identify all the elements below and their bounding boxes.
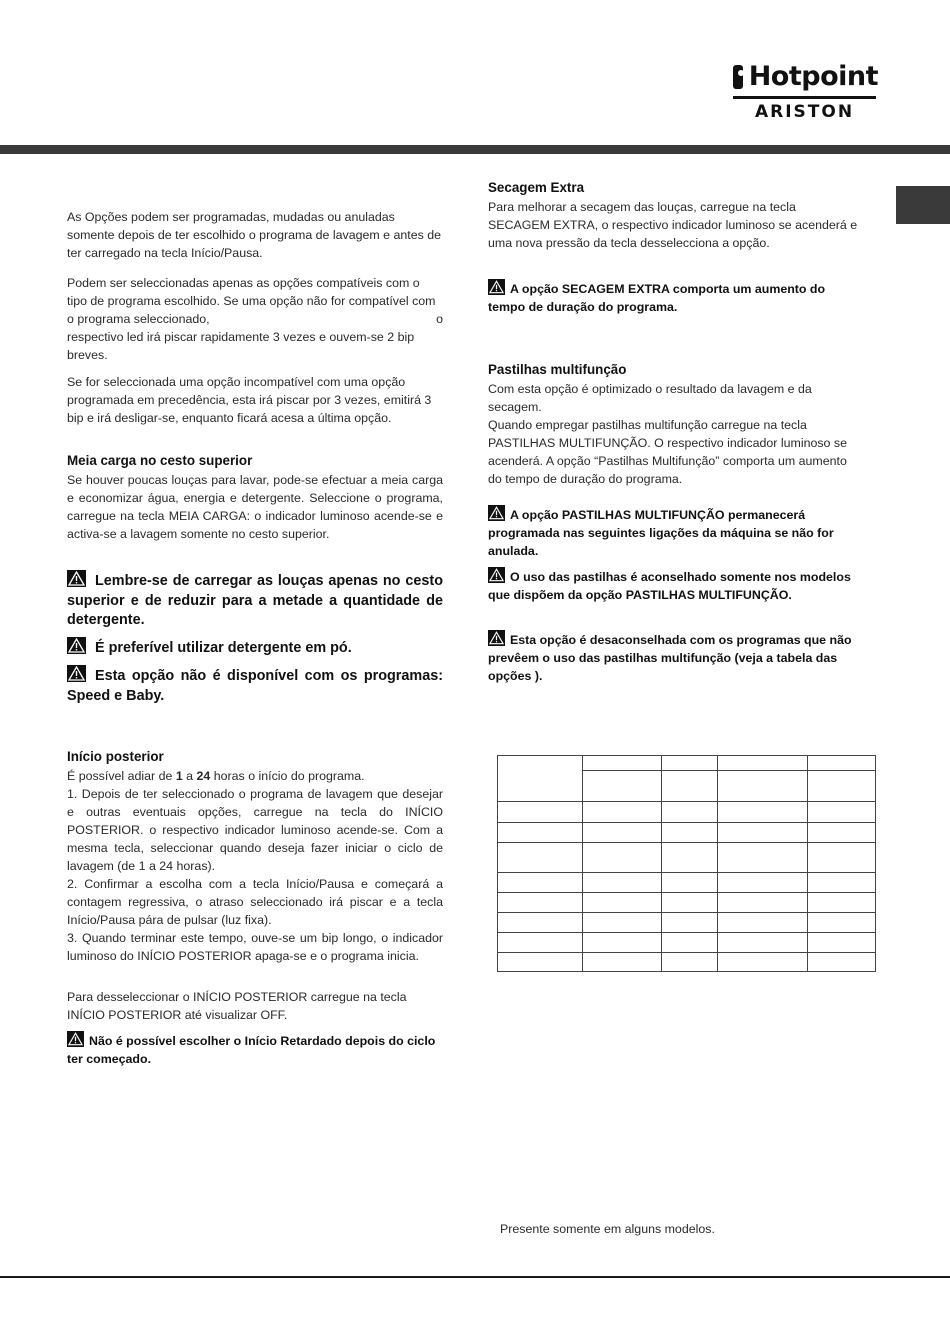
table-cell [718, 771, 808, 802]
table-cell [661, 933, 718, 953]
table-row [498, 873, 876, 893]
warning-triangle-icon [67, 570, 86, 587]
table-cell [718, 756, 808, 771]
inicio-l1-n2: 24 [196, 769, 211, 783]
table-cell [661, 756, 718, 771]
meia-warning-2-text: É preferível utilizar detergente em pó. [95, 640, 352, 656]
pastilhas-text [488, 380, 860, 488]
table-cell [808, 913, 876, 933]
meia-warning-3-text: Esta opção não é disponível com os programas: Speed e Baby. [67, 668, 443, 704]
footnote: Presente somente em alguns modelos. [500, 1222, 715, 1236]
table-cell [498, 823, 583, 843]
table-cell [661, 893, 718, 913]
inicio-l1-c: horas o início do programa. [210, 769, 365, 783]
table-cell [582, 823, 661, 843]
table-cell [582, 802, 661, 823]
warning-triangle-icon [488, 505, 505, 521]
warning-triangle-icon [488, 567, 505, 583]
intro-p2-end: respectivo led irá piscar rapidamente 3 vezes e ouvem-se 2 bip breves. [67, 330, 415, 362]
table-cell [582, 843, 661, 873]
table-cell [808, 771, 876, 802]
table-cell [718, 802, 808, 823]
meia-carga-text: Se houver poucas louças para lavar, pode-se efectuar a meia carga e economizar água, energia e detergente. Seleccione o programa, carregue na tecla MEIA CARGA: o indicador luminoso acende-se e activa-se a lavagem somente no cesto superior. [67, 473, 443, 541]
table-cell [498, 843, 583, 873]
inicio-posterior-title: Início posterior [67, 749, 164, 764]
meia-warning-3 [67, 665, 443, 706]
secagem-warning [488, 279, 860, 316]
intro-paragraph-1: As Opções podem ser programadas, mudadas ou anuladas somente depois de ter escolhido o programa de lavagem e antes de ter carregado na tecla Início/Pausa. [67, 210, 442, 260]
inicio-step-2: 2. Confirmar a escolha com a tecla Início/Pausa e começará a contagem regressiva, o atraso seleccionado irá piscar e a tecla Início/Pausa pára de pulsar (luz fixa). [67, 877, 443, 927]
table-cell [498, 953, 583, 972]
table-row [498, 893, 876, 913]
table-cell [661, 953, 718, 972]
intro-paragraph-3: Se for seleccionada uma opção incompatível com uma opção programada em precedência, esta irá piscar por 3 vezes, emitirá 3 bip e irá desligar-se, enquanto ficará acesa a última opção. [67, 375, 432, 425]
table-cell [661, 843, 718, 873]
table-cell [498, 873, 583, 893]
table-cell [582, 913, 661, 933]
table-row [498, 913, 876, 933]
intro-paragraph-2 [67, 274, 443, 364]
table-cell [582, 756, 661, 771]
brand-name: Hotpoint [748, 61, 878, 92]
pastilhas-text-1: Com esta opção é optimizado o resultado da lavagem e da secagem. [488, 382, 812, 414]
table-cell [582, 893, 661, 913]
table-cell [808, 933, 876, 953]
warning-triangle-icon [488, 630, 505, 646]
warning-triangle-icon [67, 1031, 84, 1047]
section-tab [896, 186, 950, 224]
table-cell [661, 873, 718, 893]
warning-triangle-icon [67, 665, 86, 682]
table-cell [718, 913, 808, 933]
inicio-warning [67, 1031, 443, 1068]
pastilhas-warning-3 [488, 630, 860, 685]
inicio-posterior-body [67, 767, 443, 965]
table-cell [582, 771, 661, 802]
inicio-l1-a: É possível adiar de [67, 769, 176, 783]
table-cell [718, 933, 808, 953]
pastilhas-warning-1 [488, 505, 864, 560]
table-cell [718, 823, 808, 843]
table-row [498, 843, 876, 873]
table-cell [808, 893, 876, 913]
table-cell [661, 823, 718, 843]
meia-warning-1 [67, 570, 443, 631]
table-row [498, 823, 876, 843]
table-cell [661, 771, 718, 802]
inicio-warning-text: Não é possível escolher o Início Retardado depois do ciclo ter começado. [67, 1034, 436, 1066]
table-cell [582, 953, 661, 972]
table-cell [661, 802, 718, 823]
header-bar [0, 145, 950, 154]
meia-carga-title: Meia carga no cesto superior [67, 453, 253, 468]
inicio-step-1: 1. Depois de ter seleccionado o programa de lavagem que desejar e outras eventuais opções, carregue na tecla do INÍCIO POSTERIOR. o respectivo indicador luminoso acende-se. Com a mesma tecla, seleccionar quando deseja fazer iniciar o ciclo de lavagem (de 1 a 24 horas). [67, 787, 443, 873]
intro-p2-text: Podem ser seleccionadas apenas as opções compatíveis com o tipo de programa escolhido. Se uma opção não for compatível com o programa seleccionado, [67, 276, 436, 326]
table-cell [498, 913, 583, 933]
table-cell [661, 913, 718, 933]
warning-triangle-icon [67, 637, 86, 654]
table-row [498, 953, 876, 972]
warning-triangle-icon [488, 279, 505, 295]
pastilhas-warning-1-text: A opção PASTILHAS MULTIFUNÇÃO permanecerá programada nas seguintes ligações da máquina se não for anulada. [488, 508, 834, 558]
brand-logo [733, 62, 878, 124]
pastilhas-title: Pastilhas multifunção [488, 362, 627, 377]
pastilhas-warning-2-text: O uso das pastilhas é aconselhado somente nos modelos que dispõem da opção PASTILHAS MULTIFUNÇÃO. [488, 570, 851, 602]
table-cell [582, 933, 661, 953]
table-cell [808, 843, 876, 873]
table-row [498, 802, 876, 823]
table-cell [718, 843, 808, 873]
table-cell [808, 873, 876, 893]
logo-divider [733, 96, 876, 99]
options-table [497, 755, 876, 972]
table-cell [718, 893, 808, 913]
meia-warning-2 [67, 637, 443, 659]
pastilhas-warning-2 [488, 567, 860, 604]
table-cell [498, 802, 583, 823]
pastilhas-warning-3-text: Esta opção é desaconselhada com os programas que não prevêem o uso das pastilhas multifunção (veja a tabela das opções ). [488, 633, 852, 683]
meia-warning-1-text: Lembre-se de carregar as louças apenas no cesto superior e de reduzir para a metade a quantidade de detergente. [67, 573, 443, 628]
table-cell [582, 873, 661, 893]
table-cell [808, 756, 876, 771]
inicio-l1-b: a [182, 769, 197, 783]
table-cell [808, 823, 876, 843]
secagem-extra-text: Para melhorar a secagem das louças, carregue na tecla SECAGEM EXTRA, o respectivo indicador luminoso se acenderá e uma nova pressão da tecla desselecciona a opção. [488, 200, 858, 250]
hotpoint-logo-icon [733, 65, 743, 89]
table-cell [718, 873, 808, 893]
secagem-extra-title: Secagem Extra [488, 180, 585, 195]
table-cell [808, 802, 876, 823]
table-cell [808, 953, 876, 972]
table-row [498, 933, 876, 953]
intro-p2-o: o [436, 312, 443, 326]
inicio-step-3: 3. Quando terminar este tempo, ouve-se um bip longo, o indicador luminoso do INÍCIO POSTERIOR apaga-se e o programa inicia. [67, 931, 443, 963]
table-cell [498, 893, 583, 913]
table-cell [498, 933, 583, 953]
table-row [498, 756, 876, 771]
footer-line [0, 1276, 950, 1278]
table-cell [718, 953, 808, 972]
brand-sub: ARISTON [754, 102, 855, 122]
inicio-l1-n1: 1 [175, 769, 183, 783]
inicio-line-1 [67, 767, 443, 785]
inicio-deselect-text: Para desseleccionar o INÍCIO POSTERIOR carregue na tecla INÍCIO POSTERIOR até visualizar OFF. [67, 990, 407, 1022]
secagem-warning-text: A opção SECAGEM EXTRA comporta um aumento do tempo de duração do programa. [488, 282, 826, 314]
pastilhas-text-2: Quando empregar pastilhas multifunção carregue na tecla PASTILHAS MULTIFUNÇÃO. O respectivo indicador luminoso se acenderá. A opção “Pastilhas Multifunção” comporta um aumento do tempo de duração do programa. [488, 418, 847, 486]
table-cell [498, 756, 583, 802]
